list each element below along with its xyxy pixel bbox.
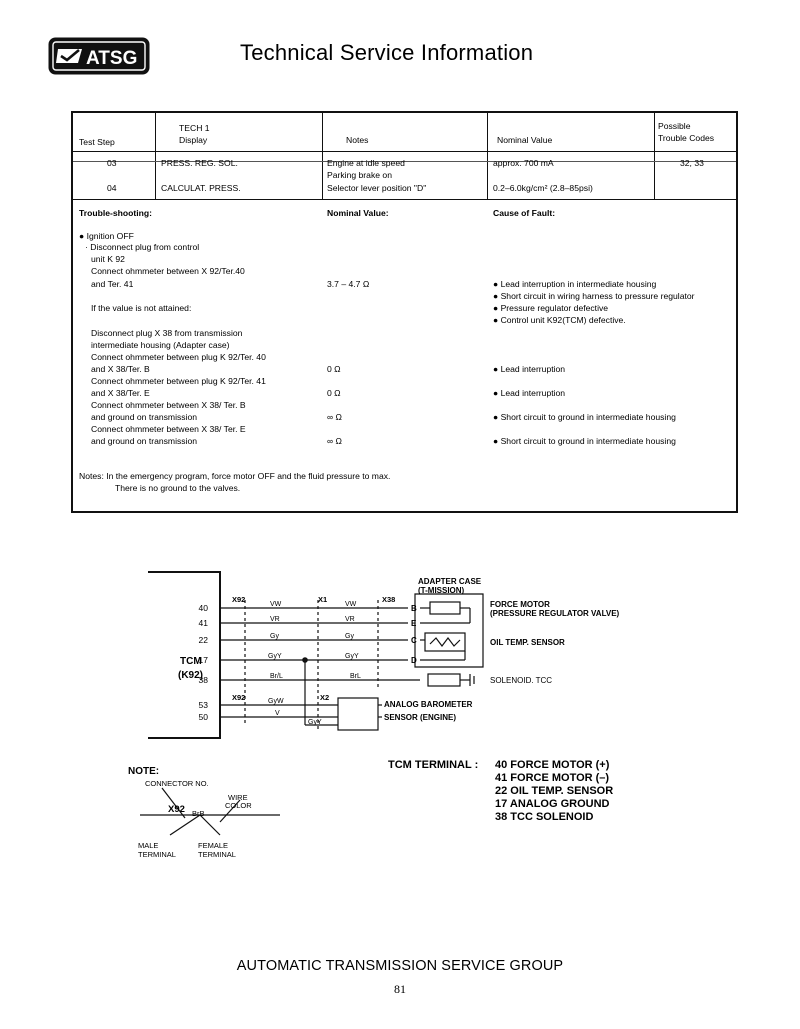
wire-color: GyY	[268, 653, 282, 660]
header-nominal-value: Nominal Value	[497, 135, 553, 145]
cause-line: ● Short circuit in wiring harness to pressure regulator	[493, 291, 695, 301]
row-display: PRESS. REG. SOL.	[161, 158, 238, 168]
header-tech1: TECH 1	[179, 123, 210, 133]
page-title: Technical Service Information	[240, 40, 534, 65]
connector-label: X38	[382, 595, 396, 604]
wiring-diagram	[70, 560, 760, 880]
header-possible: Possible	[658, 121, 691, 131]
step-line: intermediate housing (Adapter case)	[91, 340, 230, 350]
tcm-terminal-line: 22 OIL TEMP. SENSOR	[495, 785, 614, 797]
nominal-value: ∞ Ω	[327, 412, 342, 422]
wire-color: GyW	[268, 698, 284, 705]
pin-label: 40	[198, 603, 208, 613]
adapter-case-sub: (T-MISSION)	[418, 586, 465, 595]
note-brb: BrB	[192, 809, 205, 818]
notes-line: Engine at idle speed	[327, 158, 405, 168]
wire-color: Gy	[270, 633, 279, 640]
wire-color: GyY	[308, 719, 322, 726]
atsg-logo	[48, 37, 150, 75]
adapter-case-label: ADAPTER CASE	[418, 577, 482, 586]
step-line: and X 38/Ter. E	[91, 388, 150, 398]
tcm-terminal-line: 41 FORCE MOTOR (–)	[495, 772, 610, 784]
solenoid-label: SOLENOID. TCC	[490, 676, 553, 685]
nominal-value: 0 Ω	[327, 388, 341, 398]
tcm-sub-label: (K92)	[178, 670, 204, 681]
barometer-label: ANALOG BAROMETER	[384, 700, 473, 709]
row-nominal: 0.2–6.0kg/cm² (2.8–85psi)	[493, 183, 593, 193]
tcm-terminal-label: TCM TERMINAL :	[388, 759, 479, 771]
step-line: ● Ignition OFF	[79, 231, 134, 241]
wire-color: Br/L	[270, 673, 283, 680]
step-line: and X 38/Ter. B	[91, 364, 150, 374]
cause-line: ● Short circuit to ground in intermediate housing	[493, 436, 676, 446]
connector-label: X2	[320, 693, 330, 702]
pin-label: 17	[198, 655, 208, 665]
footer-organization: AUTOMATIC TRANSMISSION SERVICE GROUP	[236, 958, 564, 974]
terminal-label: B	[411, 604, 417, 613]
terminal-label: C	[411, 636, 417, 645]
terminal-label: D	[411, 656, 417, 665]
note-title: NOTE:	[128, 766, 160, 777]
connector-label: X92	[232, 693, 246, 702]
wire-color: VW	[345, 601, 357, 608]
note-wire: WIRE	[228, 793, 248, 802]
note-connector: CONNECTOR NO.	[145, 779, 209, 788]
nominal-value-heading: Nominal Value:	[327, 208, 389, 218]
nominal-value: ∞ Ω	[327, 436, 342, 446]
oil-temp-label: OIL TEMP. SENSOR	[490, 638, 565, 647]
cause-line: ● Pressure regulator defective	[493, 303, 609, 313]
note-wire: COLOR	[225, 801, 252, 810]
pin-label: 22	[198, 635, 208, 645]
tcm-label: TCM	[180, 656, 202, 667]
connector-label: X1	[318, 595, 328, 604]
row-step: 03	[107, 158, 117, 168]
step-line: Connect ohmmeter between plug K 92/Ter. 41	[91, 376, 266, 386]
pin-label: 38	[198, 675, 208, 685]
step-line: If the value is not attained:	[91, 303, 192, 313]
tcm-terminal-line: 40 FORCE MOTOR (+)	[495, 759, 610, 771]
step-line: Connect ohmmeter between X 38/ Ter. E	[91, 424, 246, 434]
row-display: CALCULAT. PRESS.	[161, 183, 241, 193]
step-line: and ground on transmission	[91, 412, 198, 422]
notes-line: Selector lever position "D"	[327, 183, 427, 193]
cause-line: ● Lead interruption	[493, 388, 566, 398]
tcm-terminal-line: 17 ANALOG GROUND	[495, 798, 610, 810]
step-line: Connect ohmmeter between plug K 92/Ter. 40	[91, 352, 266, 362]
wire-color: VR	[270, 616, 280, 623]
note-male: MALE	[138, 841, 159, 850]
row-step: 04	[107, 183, 117, 193]
cause-line: ● Short circuit to ground in intermediate housing	[493, 412, 676, 422]
pin-label: 53	[198, 700, 208, 710]
row-codes: 32, 33	[680, 158, 704, 168]
step-line: Connect ohmmeter between X 92/Ter.40	[91, 266, 245, 276]
cause-of-fault-heading: Cause of Fault:	[493, 208, 556, 218]
tcm-terminal-line: 38 TCC SOLENOID	[495, 811, 594, 823]
connector-label: X92	[232, 595, 246, 604]
force-motor-sub: (PRESSURE REGULATOR VALVE)	[490, 609, 620, 618]
step-line: and Ter. 41	[91, 279, 134, 289]
cause-line: ● Control unit K92(TCM) defective.	[493, 315, 626, 325]
pin-label: 41	[198, 618, 208, 628]
nominal-value: 0 Ω	[327, 364, 341, 374]
step-line: Connect ohmmeter between X 38/ Ter. B	[91, 400, 246, 410]
wire-color: GyY	[345, 653, 359, 660]
notes-text: Notes: In the emergency program, force motor OFF and the fluid pressure to max.	[79, 471, 391, 481]
header-test-step: Test Step	[79, 137, 115, 147]
terminal-label: E	[411, 619, 417, 628]
force-motor-label: FORCE MOTOR	[490, 600, 550, 609]
wire-color: VR	[345, 616, 355, 623]
row-nominal: approx. 700 mA	[493, 158, 554, 168]
pin-label: 50	[198, 712, 208, 722]
notes-text: There is no ground to the valves.	[115, 483, 241, 493]
step-line: · Disconnect plug from control	[85, 242, 200, 252]
note-male: TERMINAL	[138, 850, 176, 859]
page-number: 81	[394, 982, 406, 996]
step-line: Disconnect plug X 38 from transmission	[91, 328, 243, 338]
nominal-value: 3.7 – 4.7 Ω	[327, 279, 370, 289]
diagnostic-table	[71, 111, 738, 513]
note-female: TERMINAL	[198, 850, 236, 859]
step-line: and ground on transmission	[91, 436, 198, 446]
step-line: unit K 92	[91, 254, 125, 264]
troubleshooting-heading: Trouble-shooting:	[79, 208, 153, 218]
barometer-label: SENSOR (ENGINE)	[384, 713, 457, 722]
header-notes: Notes	[346, 135, 369, 145]
wire-color: BrL	[350, 673, 361, 680]
wire-color: V	[275, 710, 280, 717]
svg-text:ATSG: ATSG	[86, 48, 138, 69]
wire-color: Gy	[345, 633, 354, 640]
wire-color: VW	[270, 601, 282, 608]
cause-line: ● Lead interruption	[493, 364, 566, 374]
notes-line: Parking brake on	[327, 170, 392, 180]
cause-line: ● Lead interruption in intermediate housing	[493, 279, 657, 289]
note-x92: X92	[168, 804, 185, 815]
header-trouble-codes: Trouble Codes	[658, 133, 715, 143]
header-display: Display	[179, 135, 208, 145]
note-female: FEMALE	[198, 841, 229, 850]
